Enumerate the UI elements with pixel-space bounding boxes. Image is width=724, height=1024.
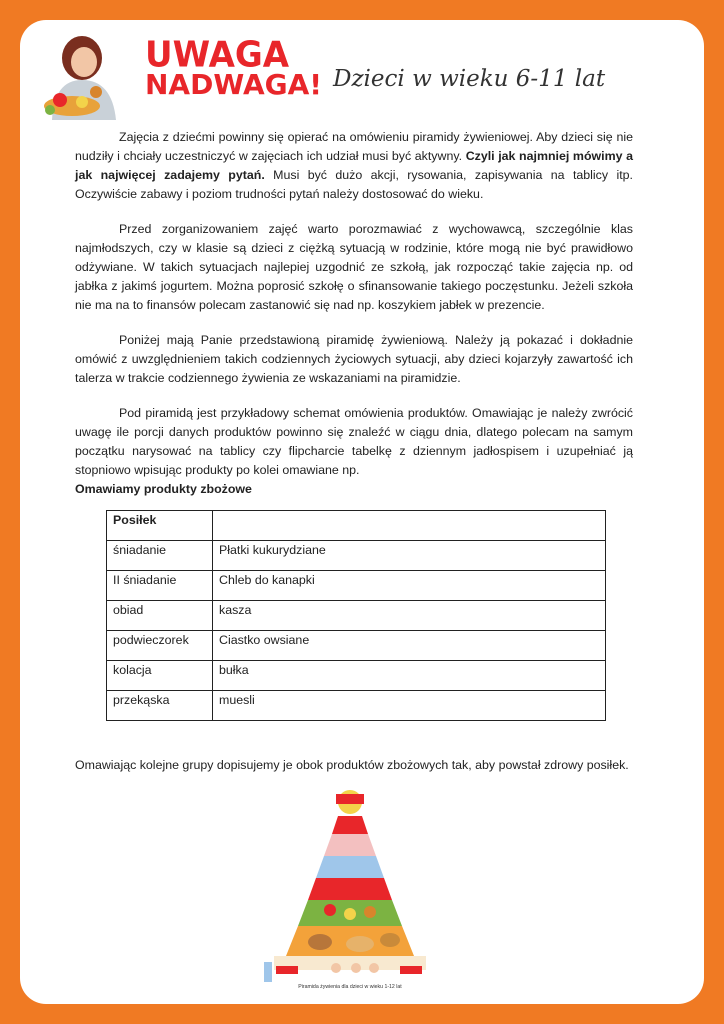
table-row [107,661,606,691]
text-run: Musi być dużo akcji, rysowania, zapisywania na tablicy itp. Oczywiście zabawy i poziom trudności pytań należy dostosować do wieku. [75,168,633,201]
logo-woman-eating-image [32,28,132,120]
meal-name-cell: obiad [107,601,213,631]
section-title: Omawiamy produkty zbożowe [75,482,252,496]
bold-text: Czyli jak najmniej mówimy a jak najwięcej zadajemy pytań. [75,149,633,182]
body-paragraph [75,128,633,204]
text-run: Przed zorganizowaniem zajęć warto porozmawiać z wychowawcą, szczególnie klas najmłodszych, czy w klasie są dzieci z ciężką sytuacją w rodzinie, które mogą nie być prawidłowo odżywiane. W takich sytuacjach najlepiej uzgodnić ze szkołą, jak rozpocząć takie zajęcia np. od jabłka z jakimś jogurtem. Można poprosić szkołę o sfinansowanie takiego poczęstunku. Jeżeli szkoła nie ma na to finansów polecam zastanowić się nad np. koszykiem jabłek w prezencie. [75,222,633,312]
meal-name-cell: przekąska [107,691,213,721]
table-row [107,571,606,601]
product-cell: Chleb do kanapki [213,571,606,601]
logo-text [145,34,323,101]
table-row [107,541,606,571]
table-row [107,691,606,721]
logo-line1: UWAGA [145,34,290,76]
meal-name-cell: podwieczorek [107,631,213,661]
text-run: Zajęcia z dziećmi powinny się opierać na omówieniu piramidy żywieniowej. Aby dzieci się nie nudziły i chciały uczestniczyć w zajęciach ich udział musi być aktywny. [75,130,633,163]
footer-paragraph: Omawiając kolejne grupy dopisujemy je obok produktów zbożowych tak, aby powstał zdrowy posiłek. [75,758,629,772]
table-row [107,511,606,541]
table-row [107,631,606,661]
product-cell: bułka [213,661,606,691]
body-paragraph [75,404,633,480]
food-pyramid-image [250,784,450,994]
table-row [107,601,606,631]
product-cell: Płatki kukurydziane [213,541,606,571]
meal-name-cell: II śniadanie [107,571,213,601]
meal-name-cell: Posiłek [107,511,213,541]
body-paragraph [75,331,633,388]
product-cell: Ciastko owsiane [213,631,606,661]
body-text [75,128,633,496]
text-run: Poniżej mają Panie przedstawioną piramidę żywieniową. Należy ją pokazać i dokładnie omówić z uwzględnieniem takich codziennych życiowych sytuacji, aby dzieci kojarzyły zawartość ich talerza w trakcie codziennego żywienia ze wskazaniami na piramidzie. [75,333,633,385]
product-cell: kasza [213,601,606,631]
meal-name-cell: kolacja [107,661,213,691]
logo-line2: NADWAGA! [145,68,323,101]
page-title: Dzieci w wieku 6-11 lat [333,66,606,92]
text-run: Pod piramidą jest przykładowy schemat omówienia produktów. Omawiając je należy zwrócić uwagę ile porcji danych produktów powinno się znaleźć w ciągu dnia, dlatego polecam na samym początku narysować na tablicy czy flipcharcie tabelkę z dziennym jadłospisem i uzupełniać ją stopniowo wpisując produkty po kolei omawiane np. [75,406,633,477]
body-paragraph [75,220,633,315]
product-cell: muesli [213,691,606,721]
product-cell [213,511,606,541]
meal-name-cell: śniadanie [107,541,213,571]
document-page [20,20,704,1004]
pyramid-caption: Piramida żywienia dla dzieci w wieku 1-12 lat [298,984,402,990]
meal-table [106,510,606,721]
